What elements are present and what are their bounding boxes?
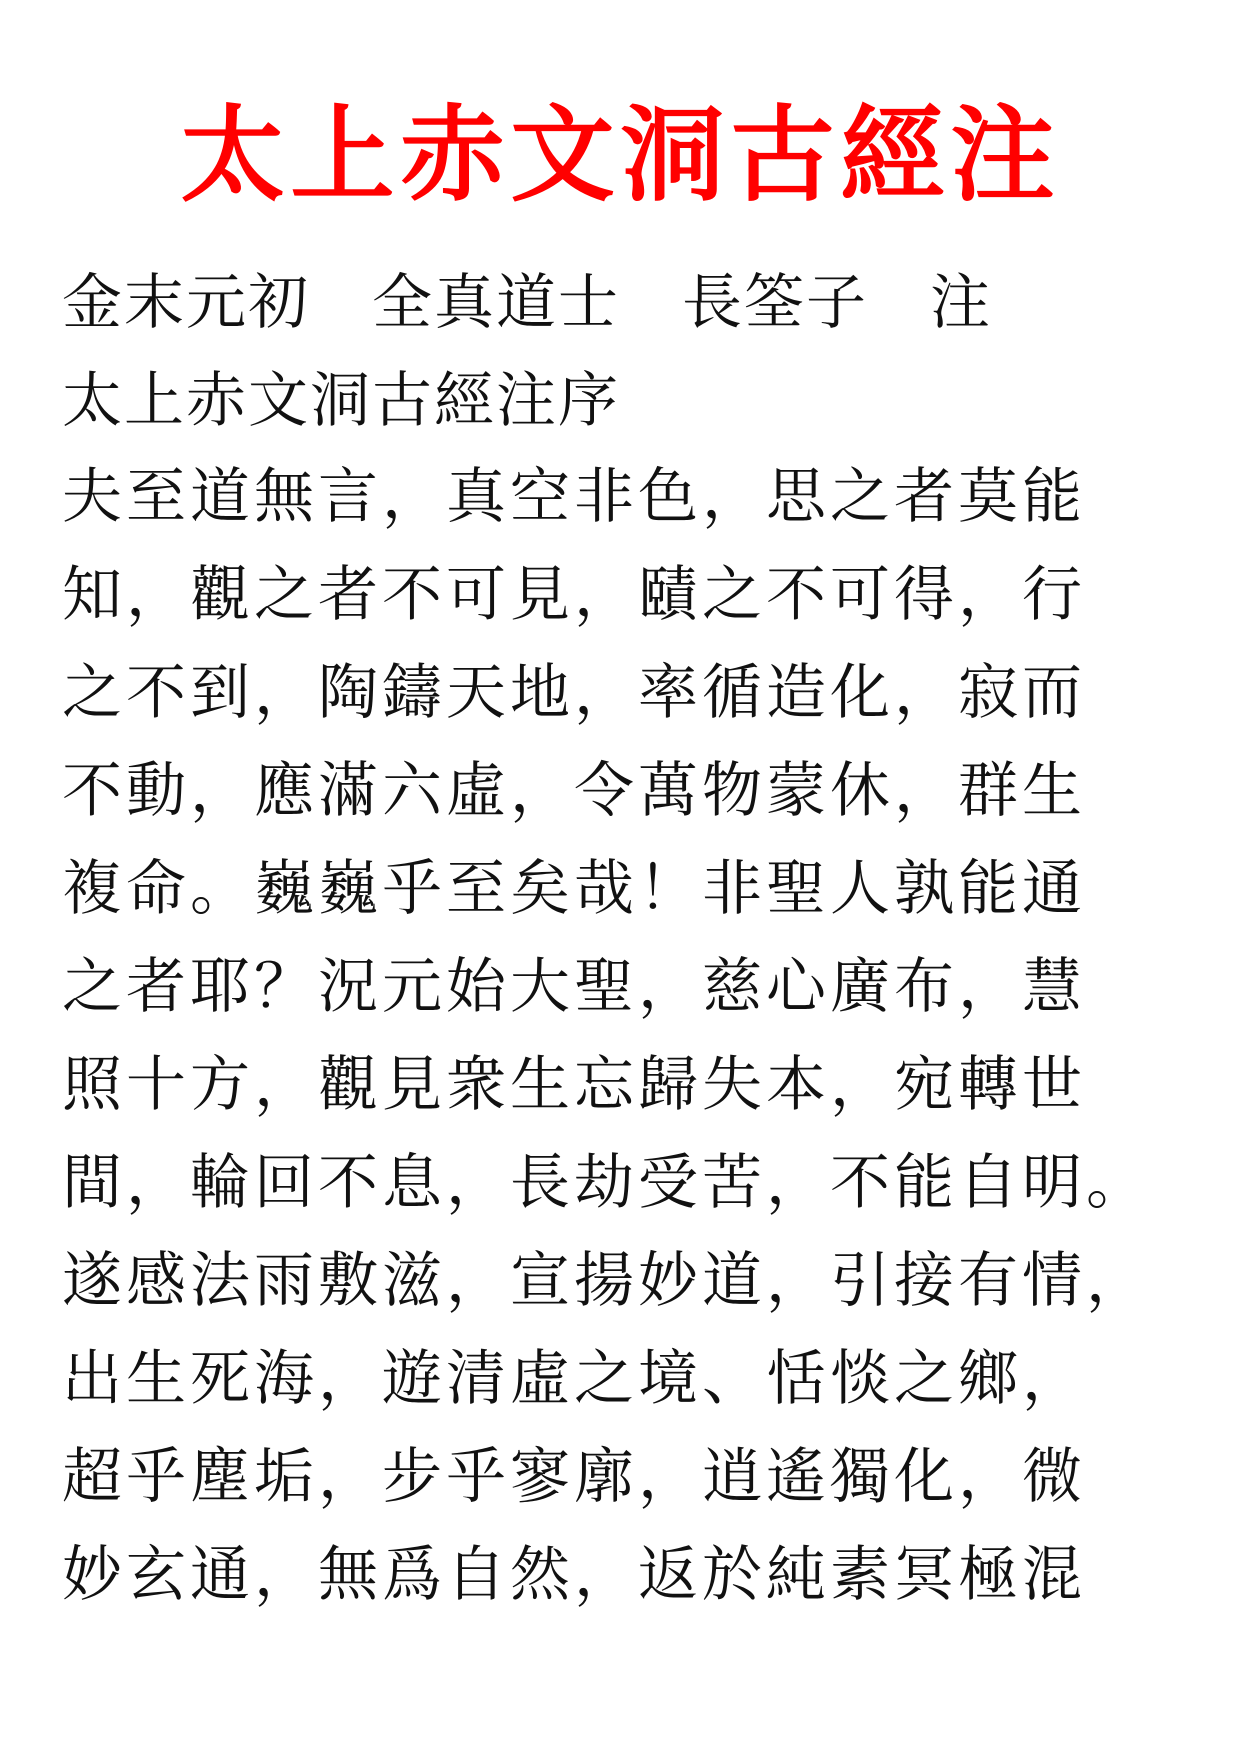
body-line: 之者耶？況元始大聖，慈心廣布，慧 [62,952,1086,1022]
body-line: 間，輪回不息，長劫受苦，不能自明。 [62,1148,1150,1218]
body-line: 照十方，觀見衆生忘歸失本，宛轉世 [62,1050,1086,1120]
body-line: 出生死海，遊清虛之境、恬惔之鄉， [62,1344,1086,1414]
body-line: 妙玄通，無爲自然，返於純素冥極混 [62,1540,1086,1610]
body-line: 不動，應滿六虛，令萬物蒙休，群生 [62,756,1086,826]
body-line: 超乎塵垢，步乎寥廓，逍遙獨化，微 [62,1442,1086,1512]
body-line: 夫至道無言，真空非色，思之者莫能 [62,462,1086,532]
preface-body [62,462,1182,1638]
body-line: 遂感法雨敷滋，宣揚妙道，引接有情， [62,1246,1150,1316]
body-line: 複命。巍巍乎至矣哉！非聖人孰能通 [62,854,1086,924]
document-title: 太上赤文洞古經注 [180,93,1061,216]
author-line: 金末元初 全真道士 長筌子 注 [62,268,992,338]
body-line: 知，觀之者不可見，賾之不可得，行 [62,560,1086,630]
body-line: 之不到，陶鑄天地，率循造化，寂而 [62,658,1086,728]
preface-title: 太上赤文洞古經注序 [62,366,620,436]
